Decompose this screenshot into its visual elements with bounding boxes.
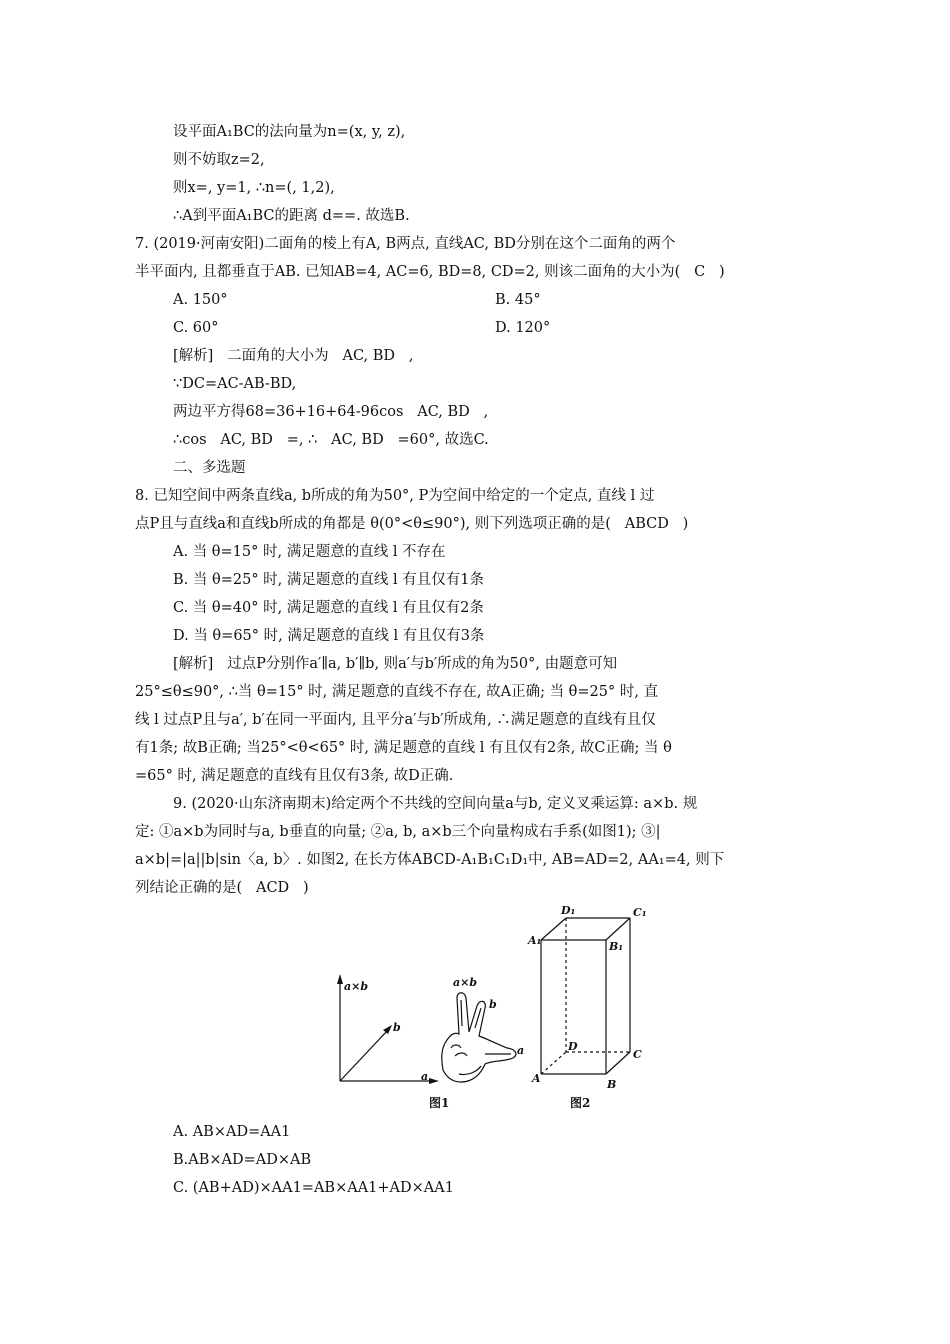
q7-option-a: A. 150°	[173, 292, 228, 308]
b-vector	[340, 1030, 388, 1081]
q7-option-d: D. 120°	[495, 320, 551, 336]
solution-line-normal-vector: 设平面A₁BC的法向量为n=(x, y, z),	[173, 124, 406, 140]
hand-label-a: a	[517, 1044, 525, 1057]
q7-analysis-line-1: [解析] 二面角的大小为 AC, BD ,	[173, 348, 414, 364]
section-title: 二、多选题	[173, 460, 246, 476]
q7-analysis-line-3: 两边平方得68=36+16+64-96cos AC, BD ,	[173, 404, 489, 420]
edge-B1C1	[606, 918, 630, 940]
q7-stem-line-2: 半平面内, 且都垂直于AB. 已知AB=4, AC=6, BD=8, CD=2, 则该二面角的大小为( C )	[135, 264, 725, 280]
label-axb: a×b	[344, 980, 369, 993]
axb-arrowhead	[337, 974, 343, 984]
q8-option-d: D. 当 θ=65° 时, 满足题意的直线 l 有且仅有3条	[173, 628, 485, 644]
label-b: b	[393, 1021, 401, 1034]
vertex-label-A: A	[532, 1072, 541, 1085]
q9-stem-line-3: a×b|=|a||b|sin〈a, b〉. 如图2, 在长方体ABCD-A₁B₁C₁D₁中, AB=AD=2, AA₁=4, 则下	[135, 852, 725, 868]
vertex-label-D: D	[568, 1040, 578, 1053]
fig2-caption: 图2	[570, 1096, 591, 1110]
edge-AD-hidden	[541, 1052, 566, 1074]
q8-option-b: B. 当 θ=25° 时, 满足题意的直线 l 有且仅有1条	[173, 572, 484, 588]
b-arrowhead	[383, 1025, 392, 1034]
q8-analysis-line-5: =65° 时, 满足题意的直线有且仅有3条, 故D正确.	[135, 768, 454, 784]
right-hand-illustration	[442, 993, 516, 1082]
q9-stem-line-2: 定: ①a×b为同时与a, b垂直的向量; ②a, b, a×b三个向量构成右手系(如图1); ③|	[135, 824, 661, 840]
hand-fold-3	[459, 1066, 481, 1075]
q7-analysis-line-2: ∵DC=AC-AB-BD,	[173, 376, 297, 392]
q8-stem-line-2: 点P且与直线a和直线b所成的角都是 θ(0°<θ≤90°), 则下列选项正确的是( ABCD )	[135, 516, 689, 532]
q9-option-a: A. AB×AD=AA1	[173, 1124, 291, 1140]
solution-line-take-z: 则不妨取z=2,	[173, 152, 265, 168]
hand-label-b: b	[489, 998, 497, 1011]
hand-fold-2	[455, 1053, 467, 1056]
label-a: a	[421, 1070, 429, 1083]
q8-analysis-line-2: 25°≤θ≤90°, ∴当 θ=15° 时, 满足题意的直线不存在, 故A正确; 当 θ=25° 时, 直	[135, 684, 659, 700]
q8-option-c: C. 当 θ=40° 时, 满足题意的直线 l 有且仅有2条	[173, 600, 484, 616]
vertex-label-C1: C₁	[633, 906, 647, 919]
q9-option-b: B.AB×AD=AD×AB	[173, 1152, 312, 1168]
vertex-label-B: B	[607, 1078, 617, 1091]
edge-BC	[606, 1052, 630, 1074]
q8-analysis-line-3: 线 l 过点P且与a′, b′在同一平面内, 且平分a′与b′所成角, ∴满足题意的直线有且仅	[135, 712, 656, 728]
q8-option-a: A. 当 θ=15° 时, 满足题意的直线 l 不存在	[173, 544, 446, 560]
q8-analysis-line-1: [解析] 过点P分别作a′∥a, b′∥b, 则a′与b′所成的角为50°, 由题意可知	[173, 656, 618, 672]
vertex-label-D1: D₁	[561, 904, 576, 917]
vertex-label-A1: A₁	[528, 934, 542, 947]
q7-analysis-line-4: ∴cos AC, BD =, ∴ AC, BD =60°, 故选C.	[173, 432, 489, 448]
q9-stem-line-1: 9. (2020·山东济南期末)给定两个不共线的空间向量a与b, 定义叉乘运算: a×b. 规	[173, 796, 698, 812]
fig1-caption: 图1	[429, 1096, 450, 1110]
q9-figures	[325, 898, 655, 1116]
edge-A1D1	[541, 918, 566, 940]
hand-label-axb: a×b	[453, 976, 478, 989]
q8-analysis-line-4: 有1条; 故B正确; 当25°<θ<65° 时, 满足题意的直线 l 有且仅有2条, 故C正确; 当 θ	[135, 740, 672, 756]
q9-stem-line-4: 列结论正确的是( ACD )	[135, 880, 309, 896]
vertex-label-B1: B₁	[609, 940, 624, 953]
hand-fold-1	[451, 1045, 461, 1048]
q7-option-b: B. 45°	[495, 292, 541, 308]
q8-stem-line-1: 8. 已知空间中两条直线a, b所成的角为50°, P为空间中给定的一个定点, 直线 l 过	[135, 488, 655, 504]
q7-option-c: C. 60°	[173, 320, 219, 336]
index-finger-line	[461, 1000, 462, 1026]
q9-option-c: C. (AB+AD)×AA1=AB×AA1+AD×AA1	[173, 1180, 454, 1196]
a-arrowhead	[429, 1078, 439, 1084]
figures-svg	[325, 898, 655, 1116]
solution-line-result-n: 则x=, y=1, ∴n=(, 1,2),	[173, 180, 335, 196]
q7-stem-line-1: 7. (2019·河南安阳)二面角的棱上有A, B两点, 直线AC, BD分别在这个二面角的两个	[135, 236, 676, 252]
solution-line-distance: ∴A到平面A₁BC的距离 d==. 故选B.	[173, 208, 410, 224]
vertex-label-C: C	[633, 1048, 642, 1061]
